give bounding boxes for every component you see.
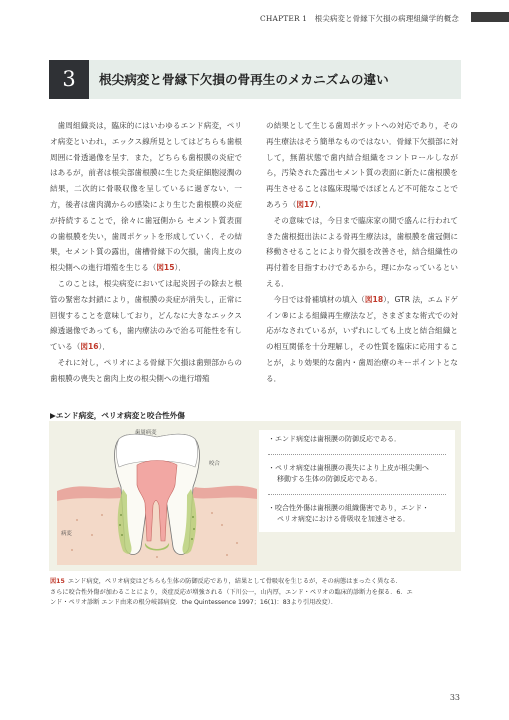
text-line: ゲイン®による組織再生療法など，さまざまな術式 [266,294,458,320]
section-banner [49,60,461,99]
text-line: らの歯根膜の喪失と歯肉上皮の根尖側への進行増殖 [50,357,243,383]
text-line: れてきた歯根挺出法による骨再生療法は，歯根膜を [266,215,458,241]
paragraph [266,213,458,292]
chapter-tab-marker [471,12,509,22]
paragraph [50,355,242,387]
label-periodontal: 歯周病変 [135,430,157,436]
figure-reference[interactable]: 図18 [364,294,384,304]
figure-heading: ▶エンド病変，ペリオ病変と咬合性外傷 [50,411,185,420]
running-head [260,13,459,24]
text-line: 床に応用することが，より効果的な歯内・歯周治療 [266,342,459,367]
figure-reference[interactable]: 図16 [80,342,99,352]
text-line: のキーポイントとなる． [266,357,458,383]
bullet-trauma-cont: ペリオ病変における骨吸収を加速させる． [277,515,410,523]
bullet-perio: ・ペリオ病変は歯根膜の喪失により上皮が根尖側へ [268,463,429,472]
figure-reference[interactable]: 図17 [296,199,315,209]
paragraph [266,292,458,387]
text-line: 増殖を生じる（ [103,263,157,273]
paragraph [50,276,242,355]
text-line: 損部に対して，無菌状態で歯内結合組織をコント [266,136,459,162]
figure-caption [50,577,460,609]
figure-bullet-list [259,430,455,532]
text-line: 結合組織との相互関係を十分理解し，その性質を臨 [266,326,458,352]
bullet-trauma: ・咬合性外傷は歯根膜の組織傷害であり，エンド・ [268,503,429,512]
tooth-diagram-svg [57,425,257,565]
text-line: 出，歯槽骨縁下の欠損，歯肉上皮の根尖側への進行 [50,247,243,273]
text-line: その意味では，今日まで臨床家の間で盛んに行わ [273,215,443,225]
divider [268,454,446,455]
text-line: 歯冠側に移動させることにより骨欠損を改善させ， [266,231,459,257]
label-lesion: 病変 [61,531,72,537]
text-line: いるに過ぎない．一方，後者は歯肉溝からの感染に [50,184,242,209]
text-line: 歯冠側から セメント質表面の歯根膜を失い，歯周ポ [50,215,242,241]
text-line: ），GTR 法，エムド [383,294,451,304]
text-line: ケットを形成していく．その結果，セメント質の露 [50,231,243,257]
text-line: での対応がなされているが，いずれにしても上皮と [266,310,459,336]
text-line: 正常に回復することを意味しており，どんなに大き [50,294,243,320]
section-number: 3 [49,60,89,99]
figure-reference[interactable]: 図15 [156,263,175,273]
text-line: その再生療法はそう簡単なものではない．骨縁下欠 [266,121,458,146]
text-line: それに対し，ペリオによる骨縁下欠損は歯頸部か [57,357,227,367]
bullet-endo: ・エンド病変は歯根膜の防御反応である． [268,435,401,443]
text-line: とんど不可能なことであろう（ [266,184,459,209]
text-line: と根管の緊密な封鎖により，歯根膜の炎症が消失し， [50,278,242,304]
text-line: 結合組織性の再付着を目指すわけであるから，理に [266,247,458,273]
paragraph [266,118,458,213]
divider [268,494,446,495]
gingiva-right [187,486,257,499]
body-column-right [266,118,458,387]
text-line: ペリオ病変といわれ，エックス線所見としてはどち [50,121,242,146]
text-line: らも歯根周囲に骨透過像を呈す．また，どちらも歯 [50,136,243,162]
text-line: る可能性を有している（ [50,326,243,352]
body-column-left [50,118,242,387]
text-line: た炎症細胞浸潤の結果，二次的に骨吸収像を呈して [50,168,243,194]
caption-line: エンド病変，ペリオ病変はどちらも生体の防御反応であり，結果として骨吸収を生じるが，その病態はまったく異なる． [67,578,402,585]
caption-line: ンド・ペリオ診断 エンド由来の根分岐部病変．the Quintessence 1997；16(1)：83より引用改変）． [50,599,338,606]
paragraph [50,118,242,276]
figure-panel [49,421,461,571]
text-line: ロールしながら，汚染された露出セメント質の表面 [266,152,458,178]
text-line: の結果として生じる歯周ポケットへの対応であり， [266,121,443,130]
label-occlusion: 咬合 [209,461,220,467]
caption-line: さらに咬合性外傷が加わることにより，炎症反応が増強される（下川公一，山内厚，エンド・ペリオの臨床的診断力を探る．6．エ [50,588,413,596]
text-line: ）． [98,342,110,352]
text-line: 今日では骨補填材の填入（ [273,294,365,304]
text-line: かなっているといえる． [266,263,459,288]
tooth-illustration [57,425,257,565]
page-number: 33 [449,693,460,702]
text-line: このことは，根尖病変においては起炎因子の除去 [57,278,227,288]
text-line: 歯周組織炎は，臨床的にはいわゆるエンド病変， [57,121,227,130]
chapter-title: 根尖病変と骨縁下欠損の病理組織学的概念 [314,14,459,23]
text-line: より生じた歯根膜の炎症が持続することで，徐々に [50,199,243,225]
caption-figure-label: 図15 [50,578,65,585]
section-title: 根尖病変と骨縁下欠損の骨再生のメカニズムの違い [99,72,389,87]
text-line: 根膜の炎症ではあるが，前者は根尖部歯根膜に生じ [50,152,243,178]
chapter-number: CHAPTER 1 [260,14,308,23]
text-line: ）． [174,263,186,273]
text-line: ）． [314,199,326,209]
text-line: に新たに歯根膜を再生させることは臨床現場でほぼ [266,168,459,194]
text-line: なエックス線透過像であっても，歯内療法のみで治 [50,310,242,336]
bullet-perio-cont: 移動する生体の防御反応である． [277,475,382,483]
